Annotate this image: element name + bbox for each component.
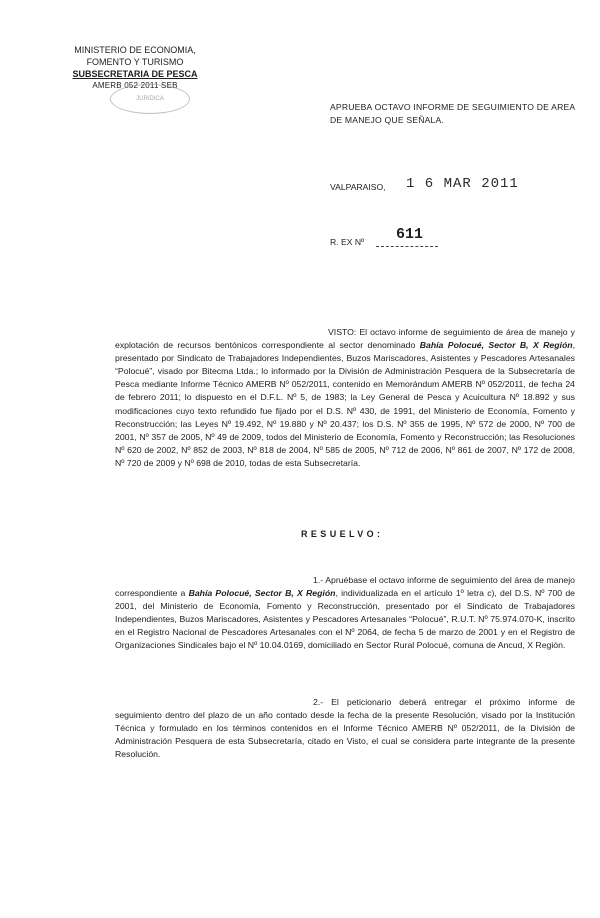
file-reference: AMERB 052 2011 SEB: [92, 81, 178, 90]
item1-sector: Bahía Polocué, Sector B, X Región: [188, 588, 336, 599]
exempt-resolution-number: [330, 226, 490, 248]
subsecretaria-name: SUBSECRETARIA DE PESCA: [72, 69, 198, 79]
visto-paragraph: [115, 326, 575, 470]
resolution-item-1: [115, 574, 575, 653]
item1-rest: , individualizada en el artículo 1º letra c), del D.S. Nº 700 de 2001, del Ministerio de Economía, Fomento y Reconstrucción, presentado por el Sindicato de Trabajadores Independientes, Buzos Mariscadores, Asistentes y Pescadores Artesanales “Polocué”, R.U.T. Nº 75.974.070-K, inscrito en el Registro Nacional de Pescadores Artesanales con el Nº 2064, de fecha 5 de marzo de 2001 y en el Registro de Organizaciones Sindicales bajo el Nº 10.04.0169, domiciliado en Sector Rural Polocué, comuna de Ancud, X Región.: [115, 588, 576, 651]
resolution-number: 611: [396, 226, 424, 243]
exempt-label: R. EX Nº: [330, 237, 365, 247]
visto-sector: Bahía Polocué, Sector B, X Región: [419, 340, 573, 351]
ministry-name-2: FOMENTO Y TURISMO: [86, 57, 184, 67]
resolution-item-2: 2.- El peticionario deberá entregar el próximo informe de seguimiento dentro del plazo de un año contado desde la fecha de la presente Resolución, visado por la Institución Técnica y formulado en los términos contenidos en el Informe Técnico AMERB Nº 052/2011, de la División de Administración Pesquera de esta Subsecretaría, citado en Visto, el cual se considera parte integrante de la presente Resolución.: [115, 697, 575, 760]
ministry-name: MINISTERIO DE ECONOMIA,: [74, 45, 196, 55]
resuelvo-heading: RESUELVO:: [301, 529, 384, 539]
item1-lead: 1.- Apruébase el octavo informe de seguimiento del área de manejo correspondiente a: [115, 575, 575, 599]
date-stamp: 1 6 MAR 2011: [406, 176, 519, 192]
stamp-text: JURIDICA: [136, 96, 164, 102]
number-underline: [376, 246, 438, 247]
visto-rest: , presentado por Sindicato de Trabajadores Independientes, Buzos Mariscadores, Asistentes y Pescadores Artesanales “Polocué”, visado por Bitecma Ltda.; lo informado por la División de Administración Pesquera de la Subsecretaría de Pesca mediante Informe Técnico AMERB Nº 052/2011, contenido en Memorándum AMERB Nº 052/2011, de fecha 24 de febrero 2011; lo dispuesto en el D.F.L. Nº 5, de 1983; la Ley General de Pesca y Acuicultura Nº 18.892 y sus modificaciones cuyo texto refundido fue fijado por el D.S. Nº 430, de 1991, del Ministerio de Economía, Fomento y Reconstrucción; las Leyes Nº 19.492, Nº 19.880 y Nº 20.437; los D.S. Nº 355 de 1995, Nº 572 de 2000, Nº 700 de 2001, Nº 357 de 2005, Nº 49 de 2009, todos del Ministerio de Economía, Fomento y Reconstrucción; las Resoluciones Nº 620 de 2002, Nº 852 de 2003, Nº 818 de 2004, Nº 585 de 2005, Nº 712 de 2006, Nº 861 de 2007, Nº 172 de 2008, Nº 720 de 2009 y Nº 698 de 2010, todas de esta Subsecretaría.: [115, 340, 576, 468]
city-label: VALPARAISO,: [330, 182, 386, 192]
official-stamp: [110, 84, 190, 114]
resolution-subject: APRUEBA OCTAVO INFORME DE SEGUIMIENTO DE AREA DE MANEJO QUE SEÑALA.: [330, 102, 575, 125]
place-and-date: [330, 176, 580, 196]
visto-lead: VISTO: El octavo informe de seguimiento de área de manejo y explotación de recursos bentónicos correspondiente al sector denominado: [115, 327, 575, 351]
